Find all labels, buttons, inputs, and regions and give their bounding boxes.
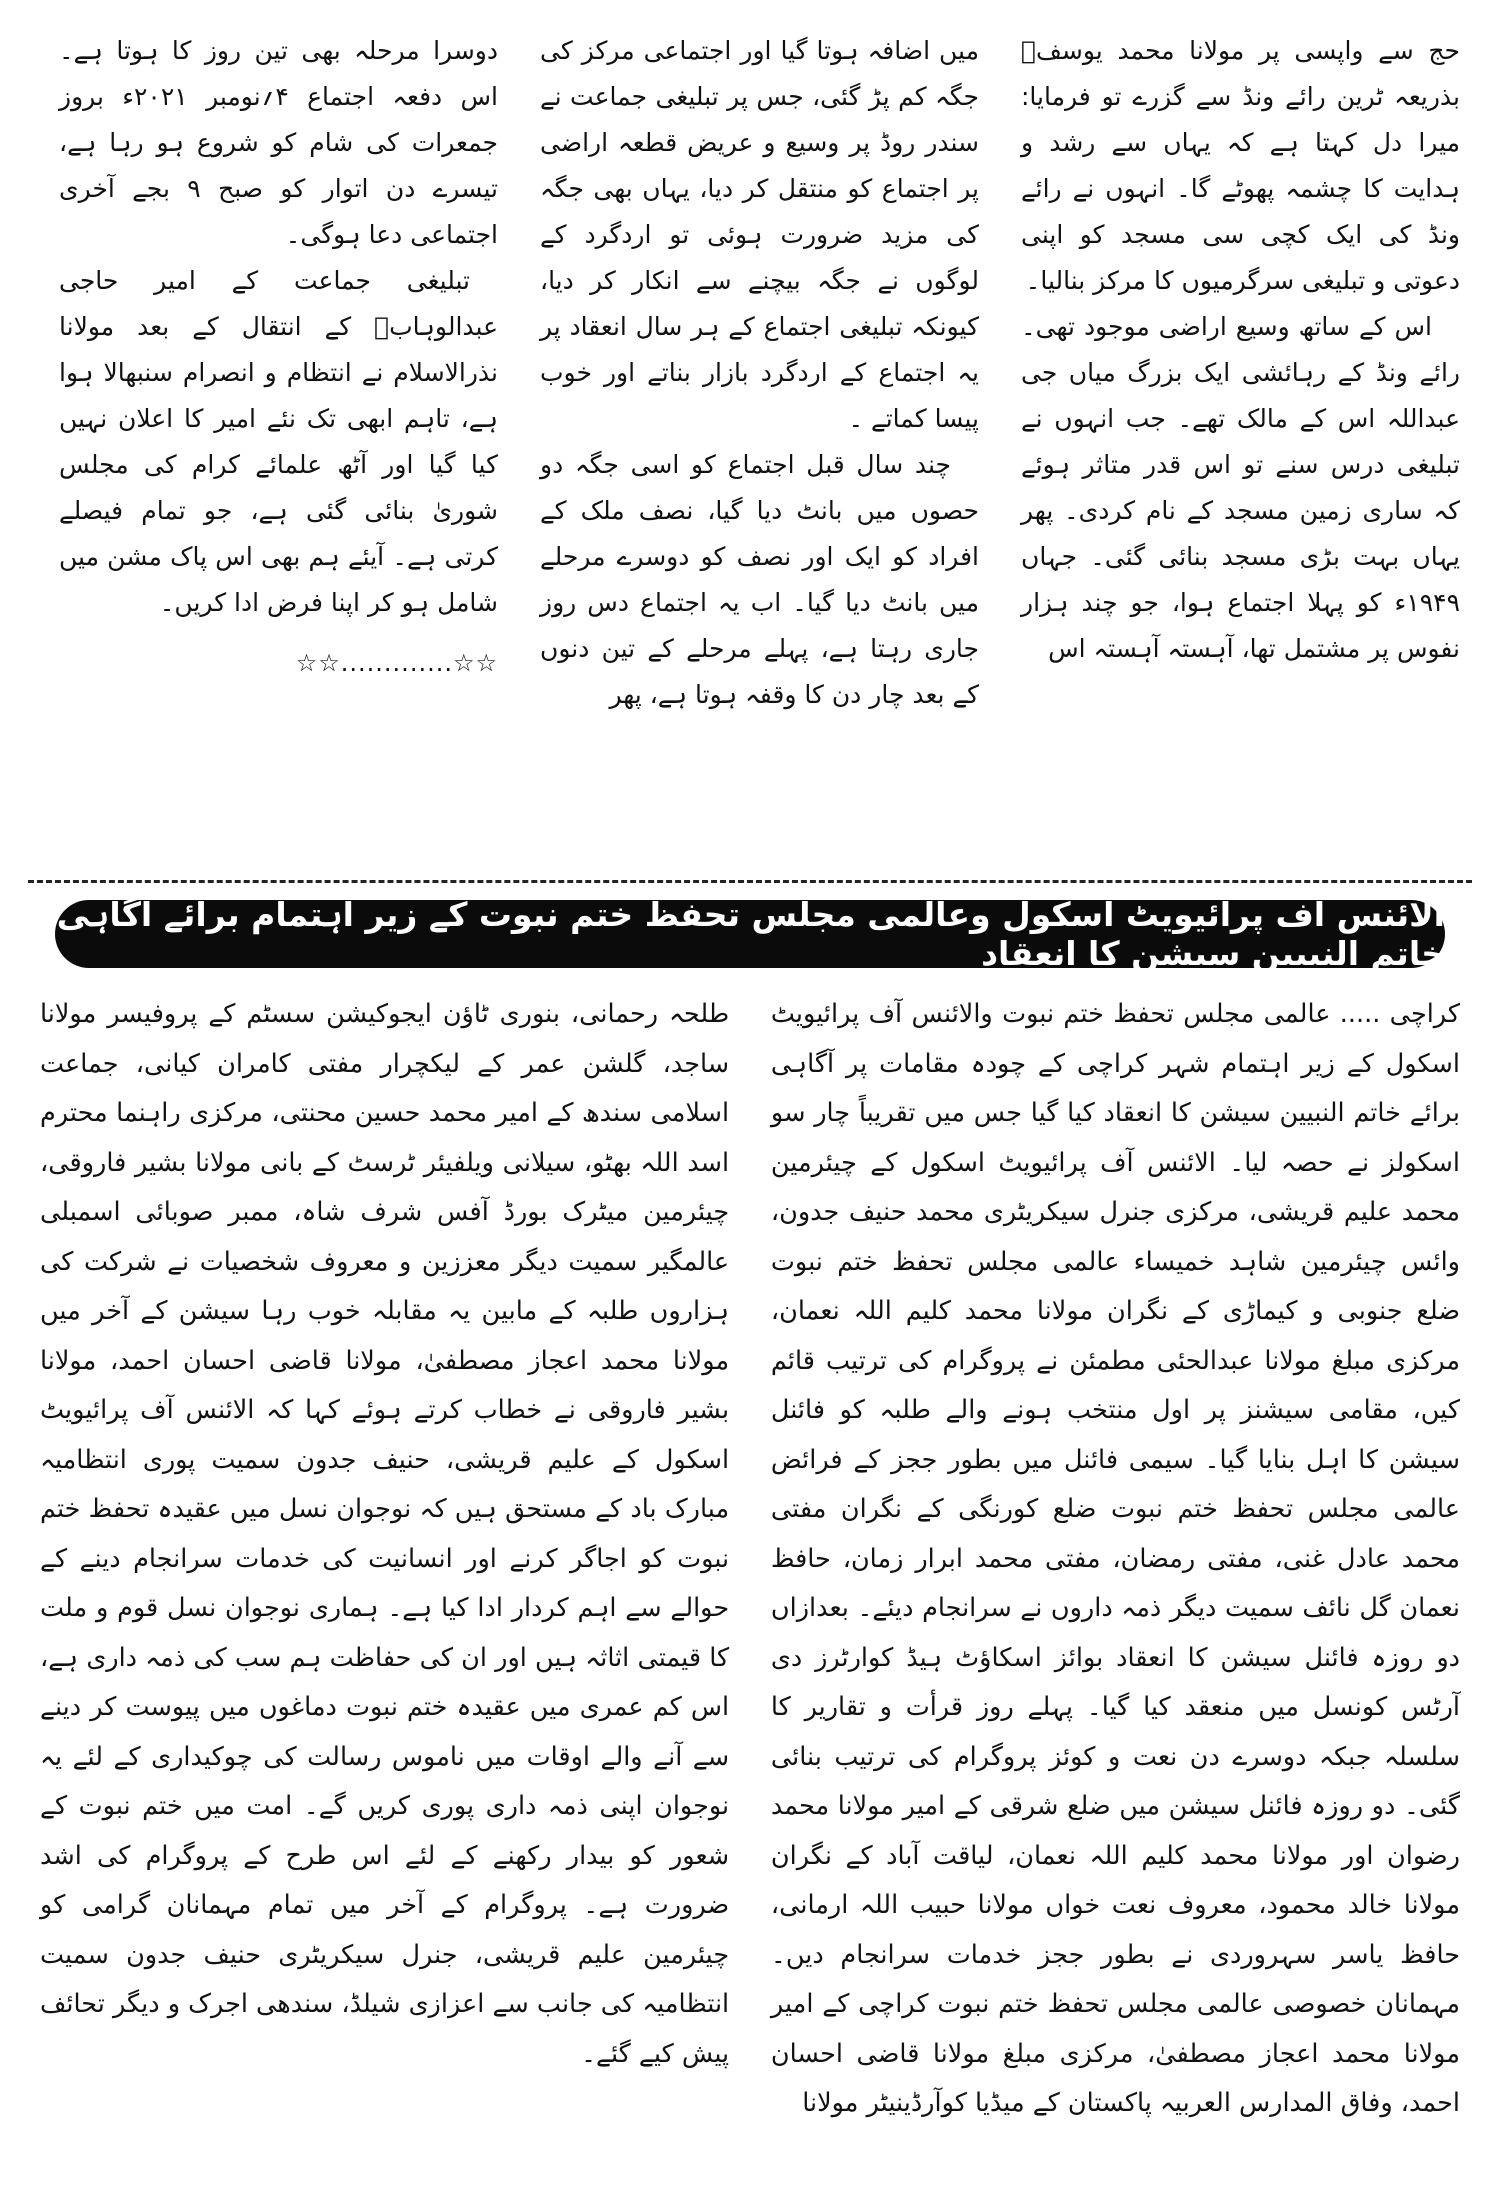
section-divider [28, 880, 1472, 883]
headline-banner [55, 895, 1445, 973]
paragraph: طلحہ رحمانی، بنوری ٹاؤن ایجوکیشن سسٹم کے پروفیسر مولانا ساجد، گلشن عمر کے لیکچرار مفتی کامران کیانی، جماعت اسلامی سندھ کے امیر محمد حسین محنتی، مرکزی راہنما محترم اسد اللہ بھٹو، سیلانی ویلفیئر ٹرسٹ کے بانی مولانا بشیر فاروقی، چیئرمین میٹرک بورڈ آفس شرف شاہ، ممبر صوبائی اسمبلی عالمگیر سمیت دیگر معززین و معروف شخصیات نے شرکت کی ہزاروں طلبہ کے مابین یہ مقابلہ خوب رہا سیشن کے آخر میں مولانا محمد اعجاز مصطفیٰ، مولانا قاضی احسان احمد، مولانا بشیر فاروقی نے خطاب کرتے ہوئے کہا کہ الائنس آف پرائیویٹ اسکول کے علیم قریشی، حنیف جدون سمیت پوری انتظامیہ مبارک باد کے مستحق ہیں کہ نوجوان نسل میں عقیدہ تحفظ ختم نبوت کو اجاگر کرنے اور انسانیت کی خدمات سرانجام دینے کے حوالے سے اہم کردار ادا کیا ہے۔ ہماری نوجوان نسل قوم و ملت کا قیمتی اثاثہ ہیں اور ان کی حفاظت ہم سب کی ذمہ داری ہے، اس کم عمری میں عقیدہ ختم نبوت دماغوں میں پیوست کر دینے سے آنے والے اوقات میں ناموس رسالت کی چوکیداری کے لئے یہ نوجوان اپنی ذمہ داری پوری کریں گے۔ امت میں ختم نبوت کے شعور کو بیدار رکھنے کے لئے اس طرح کے پروگرام کی اشد ضرورت ہے۔ پروگرام کے آخر میں تمام مہمانان گرامی کو چیئرمین علیم قریشی، جنرل سیکریٹری حنیف جدون سمیت انتظامیہ کی جانب سے اعزازی شیلڈ، سندھی اجرک و دیگر تحائف پیش کیے گئے۔ [40, 999, 730, 2069]
paragraph: میں اضافہ ہوتا گیا اور اجتماعی مرکز کی جگہ کم پڑ گئی، جس پر تبلیغی جماعت نے سندر روڈ پر وسیع و عریض قطعہ اراضی پر اجتماع کو منتقل کر دیا، یہاں بھی جگہ کی مزید ضرورت ہوئی تو اردگرد کے لوگوں نے جگہ بیچنے سے انکار کر دیا، کیونکہ تبلیغی اجتماع کے ہر سال انعقاد پر یہ اجتماع کے اردگرد بازار بناتے اور خوب پیسا کماتے ۔ [540, 36, 979, 433]
paragraph: حج سے واپسی پر مولانا محمد یوسفؒ بذریعہ ٹرین رائے ونڈ سے گزرے تو فرمایا: میرا دل کہتا ہے کہ یہاں سے رشد و ہدایت کا چشمہ پھوٹے گا۔ انہوں نے رائے ونڈ کی ایک کچی سی مسجد کو اپنی دعوتی و تبلیغی سرگرمیوں کا مرکز بنالیا۔ [1021, 36, 1460, 295]
article-headline: الائنس آف پرائیویٹ اسکول وعالمی مجلس تحفظ ختم نبوت کے زیر اہتمام برائے آگاہی خاتم النبیین سیشن کا انعقاد [56, 895, 1445, 973]
bottom-column-right [759, 990, 1472, 2175]
paragraph: دوسرا مرحلہ بھی تین روز کا ہوتا ہے۔ اس دفعہ اجتماع ۴؍نومبر ۲۰۲۱ء بروز جمعرات کی شام کو شروع ہو رہا ہے، تیسرے دن اتوار کو صبح ۹ بجے آخری اجتماعی دعا ہوگی۔ [59, 36, 498, 249]
paragraph: چند سال قبل اجتماع کو اسی جگہ دو حصوں میں بانٹ دیا گیا، نصف ملک کے افراد کو ایک اور نصف کو دوسرے مرحلے میں بانٹ دیا گیا۔ اب یہ اجتماع دس روز جاری رہتا ہے، پہلے مرحلے کے تین دنوں کے بعد چار دن کا وقفہ ہوتا ہے، پھر [540, 450, 979, 709]
top-column-middle [528, 28, 991, 860]
top-column-right [1009, 28, 1472, 860]
paragraph: تبلیغی جماعت کے امیر حاجی عبدالوہابؒ کے انتقال کے بعد مولانا نذرالاسلام نے انتظام و انصرام سنبھالا ہوا ہے، تاہم ابھی تک نئے امیر کا اعلان نہیں کیا گیا اور آٹھ علمائے کرام کی مجلس شوریٰ بنائی گئی ہے، جو تمام فیصلے کرتی ہے۔ آیئے ہم بھی اس پاک مشن میں شامل ہو کر اپنا فرض ادا کریں۔ [59, 266, 498, 617]
end-stars-divider: ☆☆.............☆☆ [295, 649, 498, 677]
paragraph: اس کے ساتھ وسیع اراضی موجود تھی۔ رائے ونڈ کے رہائشی ایک بزرگ میاں جی عبداللہ اس کے مالک تھے۔ جب انہوں نے تبلیغی درس سنے تو اس قدر متاثر ہوئے کہ ساری زمین مسجد کے نام کردی۔ پھر یہاں بہت بڑی مسجد بنائی گئی۔ جہاں ۱۹۴۹ء کو پہلا اجتماع ہوا، جو چند ہزار نفوس پر مشتمل تھا، آہستہ آہستہ اس [1021, 312, 1460, 663]
top-article [28, 28, 1472, 860]
paragraph: کراچی ..... عالمی مجلس تحفظ ختم نبوت والائنس آف پرائیویٹ اسکول کے زیر اہتمام شہر کراچی کے چودہ مقامات پر آگاہی برائے خاتم النبیین سیشن کا انعقاد کیا گیا جس میں تقریباً چار سو اسکولز نے حصہ لیا۔ الائنس آف پرائیویٹ اسکول کے چیئرمین محمد علیم قریشی، مرکزی جنرل سیکریٹری محمد حنیف جدون، وائس چیئرمین شاہد خمیساء عالمی مجلس تحفظ ختم نبوت ضلع جنوبی و کیماڑی کے نگران مولانا محمد کلیم اللہ نعمان، مرکزی مبلغ مولانا عبدالحئی مطمئن نے پروگرام کی ترتیب قائم کیں، مقامی سیشنز پر اول منتخب ہونے والے طلبہ کو فائنل سیشن کا اہل بنایا گیا۔ سیمی فائنل میں بطور ججز کے فرائض عالمی مجلس تحفظ ختم نبوت ضلع کورنگی کے نگران مفتی محمد عادل غنی، مفتی رمضان، مفتی محمد ابرار زمان، حافظ نعمان گل نائف سمیت دیگر ذمہ داروں نے سرانجام دیئے۔ بعدازاں دو روزہ فائنل سیشن کا انعقاد بوائز اسکاؤٹ ہیڈ کوارٹرز دی آرٹس کونسل میں منعقد کیا گیا۔ پہلے روز قرأت و تقاریر کا سلسلہ جبکہ دوسرے دن نعت و کوئز پروگرام کی ترتیب بنائی گئی۔ دو روزہ فائنل سیشن میں ضلع شرقی کے امیر مولانا محمد رضوان اور مولانا محمد کلیم اللہ نعمان، لیاقت آباد کے نگران مولانا خالد محمود، معروف نعت خواں مولانا حبیب اللہ ارمانی، حافظ یاسر سہروردی نے بطور ججز خدمات سرانجام دیں۔ مہمانان خصوصی عالمی مجلس تحفظ ختم نبوت کراچی کے امیر مولانا محمد اعجاز مصطفیٰ، مرکزی مبلغ مولانا قاضی احسان احمد، وفاق المدارس العربیہ پاکستان کے میڈیا کوآرڈینیٹر مولانا [770, 999, 1460, 2118]
top-column-left [47, 28, 510, 860]
bottom-article [28, 990, 1472, 2175]
bottom-column-left [28, 990, 741, 2175]
